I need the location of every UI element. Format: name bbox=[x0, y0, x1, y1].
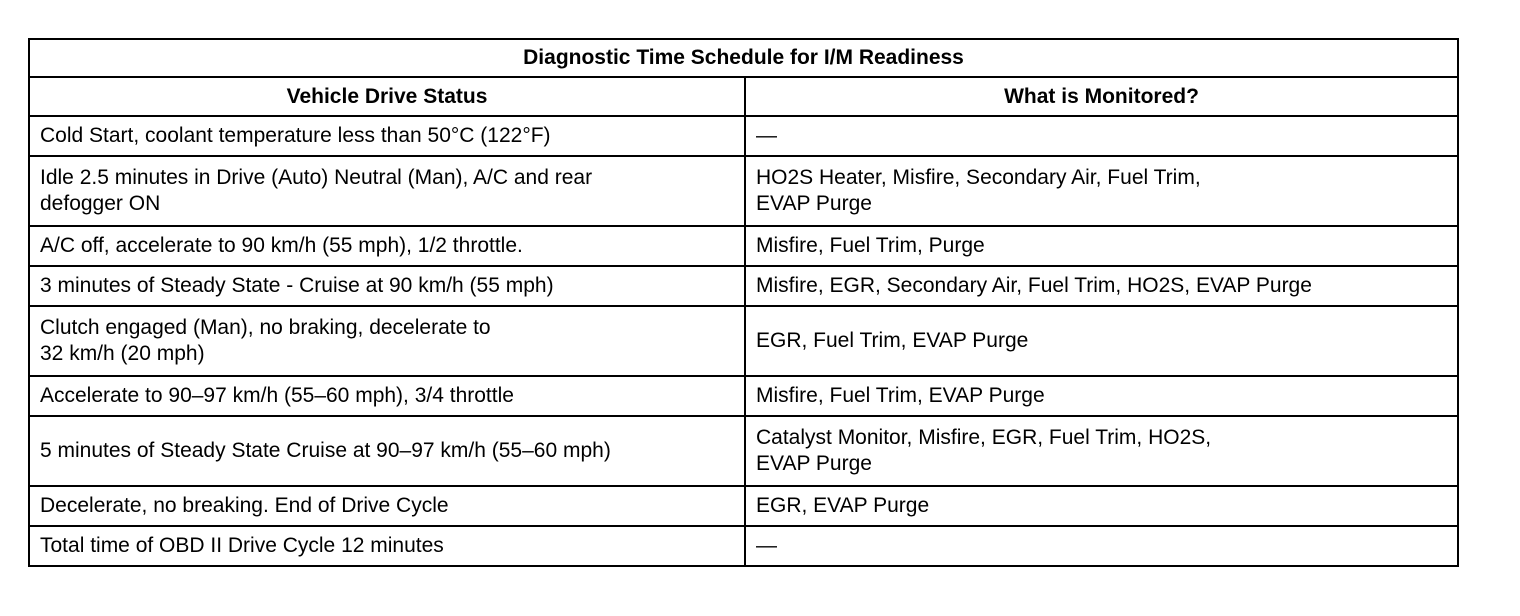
table-row bbox=[29, 266, 1458, 306]
drive-status-text: Accelerate to 90–97 km/h (55–60 mph), 3/4 throttle bbox=[40, 384, 514, 407]
monitored-cell bbox=[745, 486, 1458, 526]
monitored-text: Misfire, EGR, Secondary Air, Fuel Trim, HO2S, EVAP Purge bbox=[756, 274, 1312, 297]
table-header-row bbox=[29, 77, 1458, 116]
drive-status-cell bbox=[29, 376, 745, 416]
drive-status-text: Idle 2.5 minutes in Drive (Auto) Neutral (Man), A/C and rear defogger ON bbox=[40, 166, 593, 215]
drive-status-text: 5 minutes of Steady State Cruise at 90–97 km/h (55–60 mph) bbox=[40, 439, 611, 462]
drive-status-cell bbox=[29, 226, 745, 266]
drive-status-cell bbox=[29, 306, 745, 376]
monitored-text: Misfire, Fuel Trim, EVAP Purge bbox=[756, 384, 1045, 407]
table-row bbox=[29, 226, 1458, 266]
drive-status-text: A/C off, accelerate to 90 km/h (55 mph), 1/2 throttle. bbox=[40, 234, 523, 257]
monitored-text: Catalyst Monitor, Misfire, EGR, Fuel Trim, HO2S, EVAP Purge bbox=[756, 426, 1212, 475]
drive-status-text: Total time of OBD II Drive Cycle 12 minutes bbox=[40, 534, 444, 557]
header-vehicle-drive-status: Vehicle Drive Status bbox=[29, 77, 745, 116]
drive-status-cell bbox=[29, 416, 745, 486]
drive-status-text: 3 minutes of Steady State - Cruise at 90 km/h (55 mph) bbox=[40, 274, 554, 297]
table-row bbox=[29, 526, 1458, 566]
monitored-cell bbox=[745, 116, 1458, 156]
monitored-text: HO2S Heater, Misfire, Secondary Air, Fuel Trim, EVAP Purge bbox=[756, 166, 1201, 215]
drive-status-cell bbox=[29, 156, 745, 226]
drive-status-cell bbox=[29, 266, 745, 306]
monitored-text: EGR, EVAP Purge bbox=[756, 494, 930, 517]
monitored-cell bbox=[745, 156, 1458, 226]
monitored-text: EGR, Fuel Trim, EVAP Purge bbox=[756, 329, 1029, 352]
monitored-text: Misfire, Fuel Trim, Purge bbox=[756, 234, 985, 257]
diagnostic-schedule-table bbox=[28, 38, 1459, 567]
monitored-cell bbox=[745, 306, 1458, 376]
table-row bbox=[29, 156, 1458, 226]
drive-status-text: Clutch engaged (Man), no braking, decelerate to 32 km/h (20 mph) bbox=[40, 316, 491, 365]
table-row bbox=[29, 486, 1458, 526]
header-what-is-monitored: What is Monitored? bbox=[745, 77, 1458, 116]
drive-status-cell bbox=[29, 116, 745, 156]
table-title-row bbox=[29, 39, 1458, 77]
monitored-text: — bbox=[756, 124, 777, 147]
table-row bbox=[29, 116, 1458, 156]
drive-status-text: Cold Start, coolant temperature less than 50°C (122°F) bbox=[40, 124, 551, 147]
table-row bbox=[29, 416, 1458, 486]
monitored-cell bbox=[745, 226, 1458, 266]
drive-status-text: Decelerate, no breaking. End of Drive Cycle bbox=[40, 494, 449, 517]
table-row bbox=[29, 306, 1458, 376]
drive-status-cell bbox=[29, 486, 745, 526]
drive-status-cell bbox=[29, 526, 745, 566]
monitored-cell bbox=[745, 416, 1458, 486]
monitored-cell bbox=[745, 526, 1458, 566]
monitored-cell bbox=[745, 266, 1458, 306]
monitored-text: — bbox=[756, 534, 777, 557]
table-title: Diagnostic Time Schedule for I/M Readiness bbox=[29, 39, 1458, 77]
monitored-cell bbox=[745, 376, 1458, 416]
table-row bbox=[29, 376, 1458, 416]
